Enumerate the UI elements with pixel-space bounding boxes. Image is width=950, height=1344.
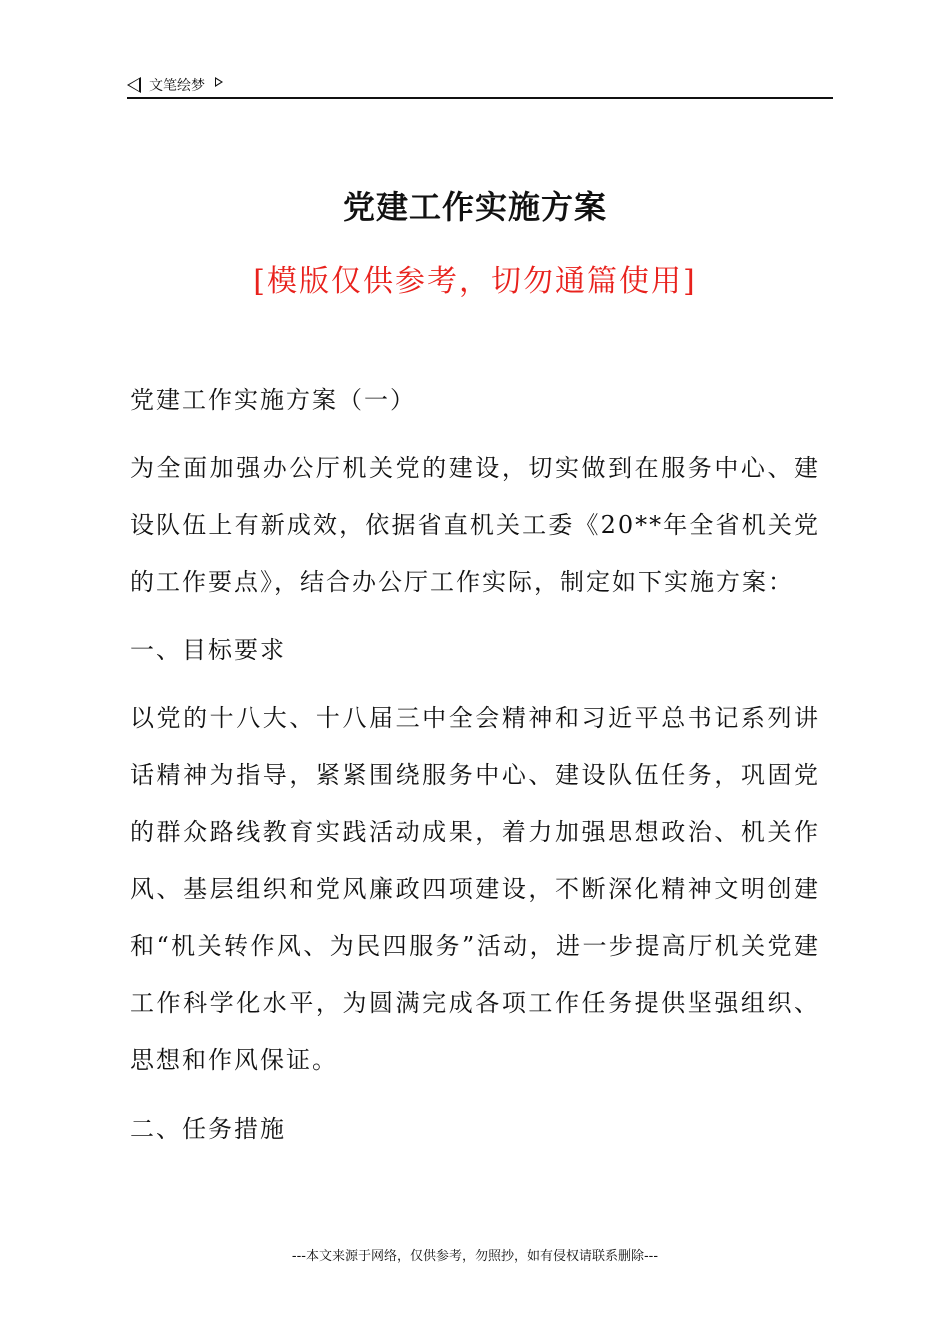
intro-paragraph: 为全面加强办公厅机关党的建设，切实做到在服务中心、建设队伍上有新成效，依据省直机关工委《20**年全省机关党的工作要点》，结合办公厅工作实际，制定如下实施方案： [130, 454, 820, 596]
document-body [130, 372, 820, 1158]
heading-measures: 二、任务措施 [130, 1115, 286, 1143]
left-triangle-icon [127, 77, 141, 93]
heading-goals: 一、目标要求 [130, 636, 286, 664]
document-title: 党建工作实施方案 [342, 188, 607, 226]
right-triangle-icon [215, 77, 223, 87]
page-header [127, 74, 223, 96]
template-notice: [模版仅供参考，切勿通篇使用] [253, 264, 697, 299]
section-title: 党建工作实施方案（一） [130, 386, 416, 414]
header-brand: 文笔绘梦 [149, 78, 205, 94]
header-divider [127, 97, 833, 99]
footer-disclaimer: ---本文来源于网络，仅供参考，勿照抄，如有侵权请联系删除--- [291, 1249, 659, 1264]
goals-paragraph: 以党的十八大、十八届三中全会精神和习近平总书记系列讲话精神为指导，紧紧围绕服务中心、建设队伍任务，巩固党的群众路线教育实践活动成果，着力加强思想政治、机关作风、基层组织和党风廉政四项建设，不断深化精神文明创建和“机关转作风、为民四服务”活动，进一步提高厅机关党建工作科学化水平，为圆满完成各项工作任务提供坚强组织、思想和作风保证。 [130, 704, 820, 1074]
